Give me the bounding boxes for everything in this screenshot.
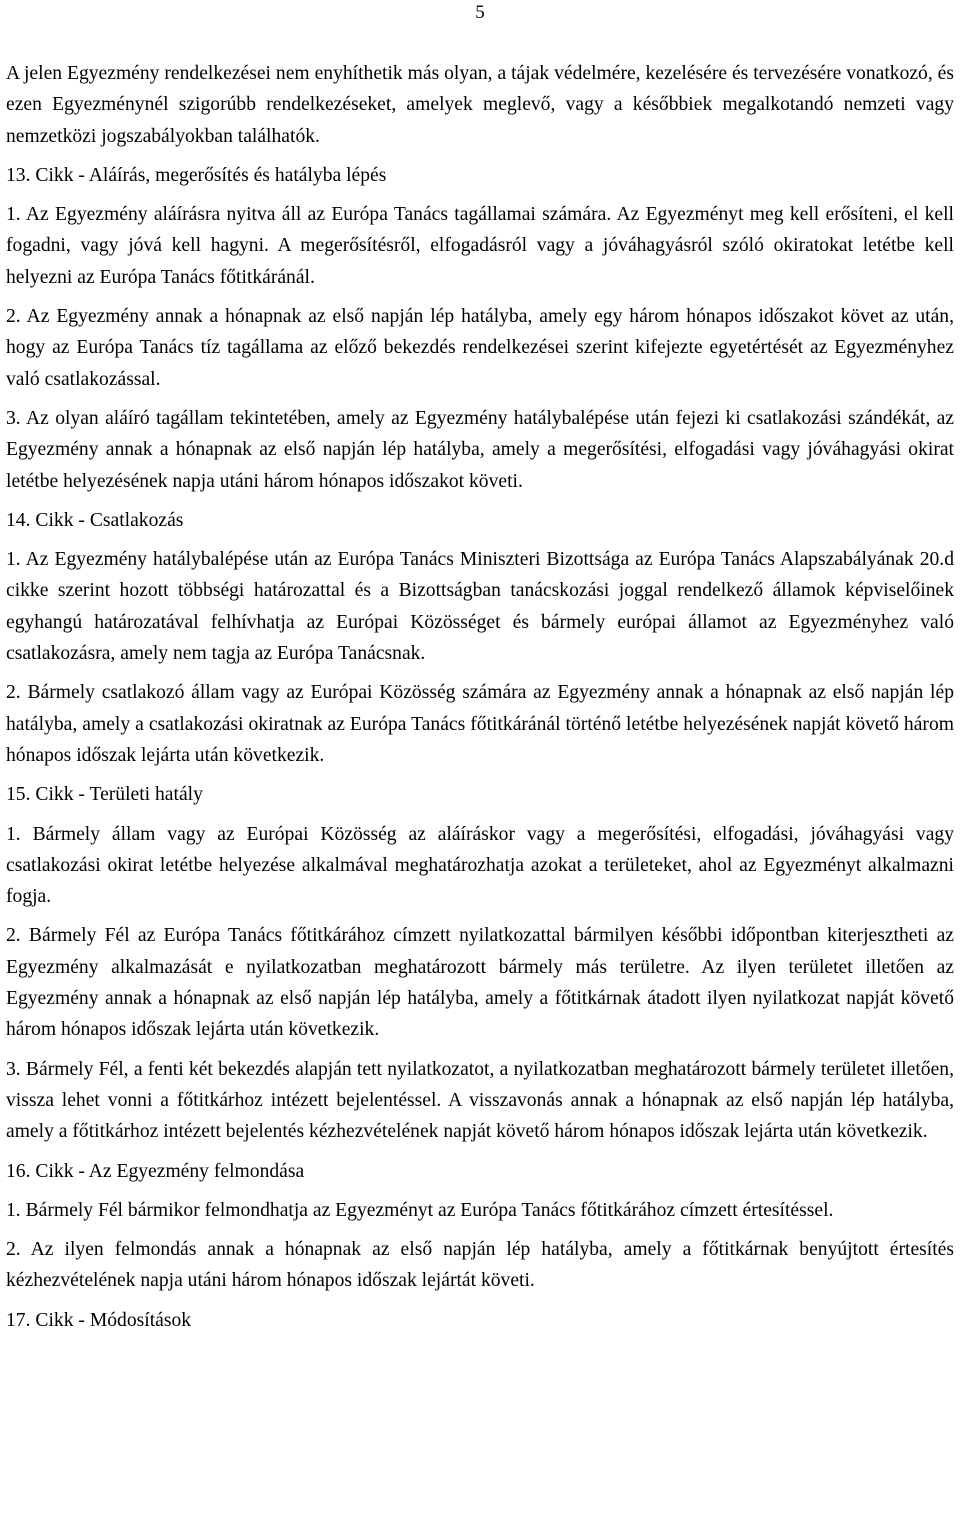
article-16-paragraph-2: 2. Az ilyen felmondás annak a hónapnak az első napján lép hatályba, amely a főtitkárnak benyújtott értesítés kézhezvételének napja utáni három hónapos időszak lejártát követi. [6,1239,954,1292]
article-13-paragraph-1: 1. Az Egyezmény aláírásra nyitva áll az Európa Tanács tagállamai számára. Az Egyezményt meg kell erősíteni, el kell fogadni, vagy jóvá kell hagyni. A megerősítésről, elfogadásról vagy a jóváhagyásról szóló okiratokat letétbe kell helyezni az Európa Tanács főtitkáránál. [6,204,954,288]
article-14-heading: 14. Cikk - Csatlakozás [6,509,184,531]
page-number: 5 [475,2,485,23]
article-16-heading: 16. Cikk - Az Egyezmény felmondása [6,1160,305,1182]
article-15-paragraph-1: 1. Bármely állam vagy az Európai Közösség az aláíráskor vagy a megerősítési, elfogadási, jóváhagyási vagy csatlakozási okirat letétbe helyezése alkalmával meghatározhatja azokat a területeket, ahol az Egyezményt alkalmazni fogja. [6,823,954,908]
article-14-paragraph-2: 2. Bármely csatlakozó állam vagy az Európai Közösség számára az Egyezmény annak a hónapnak az első napján lép hatályba, amely a csatlakozási okiratnak az Európa Tanács főtitkáránál történő letétbe helyezésének napját követő három hónapos időszak lejárta után következik. [6,682,954,766]
article-13-paragraph-3: 3. Az olyan aláíró tagállam tekintetében, amely az Egyezmény hatálybalépése után fejezi ki csatlakozási szándékát, az Egyezmény annak a hónapnak az első napján lép hatályba, amely a megerősítési, elfogadási vagy jóváhagyási okirat letétbe helyezésének napja utáni három hónapos időszakot követi. [6,407,954,492]
article-13-paragraph-2: 2. Az Egyezmény annak a hónapnak az első napján lép hatályba, amely egy három hónapos időszakot követ az után, hogy az Európa Tanács tíz tagállama az előző bekezdés rendelkezései szerint kifejezte egyetértését az Egyezményhez való csatlakozással. [6,306,954,390]
article-15-paragraph-2: 2. Bármely Fél az Európa Tanács főtitkárához címzett nyilatkozattal bármilyen későbbi időpontban kiterjesztheti az Egyezmény alkalmazását e nyilatkozatban meghatározott bármely más területre. Az ilyen területet illetően az Egyezmény annak a hónapnak az első napján lép hatályba, amely a főtitkárnak átadott ilyen nyilatkozat napját követő három hónapos időszak lejárta után következik. [6,925,954,1041]
document-body [6,58,954,1336]
paragraph-intro: A jelen Egyezmény rendelkezései nem enyhíthetik más olyan, a tájak védelmére, kezelésére és tervezésére vonatkozó, és ezen Egyezménynél szigorúbb rendelkezéseket, amelyek meglevő, vagy a későbbiek megalkotandó nemzeti vagy nemzetközi jogszabályokban találhatók. [6,63,954,147]
article-14-paragraph-1: 1. Az Egyezmény hatálybalépése után az Európa Tanács Miniszteri Bizottsága az Európa Tanács Alapszabályának 20.d cikke szerint hozott többségi határozattal és a Bizottságban tanácskozási joggal rendelkező államok képviselőinek egyhangú határozatával felhívhatja az Európai Közösséget és bármely európai államot az Egyezményhez való csatlakozásra, amely nem tagja az Európa Tanácsnak. [6,549,954,665]
article-15-heading: 15. Cikk - Területi hatály [6,784,203,806]
article-17-heading: 17. Cikk - Módosítások [6,1309,192,1331]
article-15-paragraph-3: 3. Bármely Fél, a fenti két bekezdés alapján tett nyilatkozatot, a nyilatkozatban meghatározott bármely területet illetően, vissza lehet vonni a főtitkárhoz intézett bejelentéssel. A visszavonás annak a hónapnak az első napján lép hatályba, amely a főtitkárhoz intézett bejelentés kézhezvételének napját követő három hónapos időszak lejárta után következik. [6,1058,954,1143]
article-13-heading: 13. Cikk - Aláírás, megerősítés és hatályba lépés [6,164,387,186]
article-16-paragraph-1: 1. Bármely Fél bármikor felmondhatja az Egyezményt az Európa Tanács főtitkárához címzett értesítéssel. [6,1199,834,1221]
